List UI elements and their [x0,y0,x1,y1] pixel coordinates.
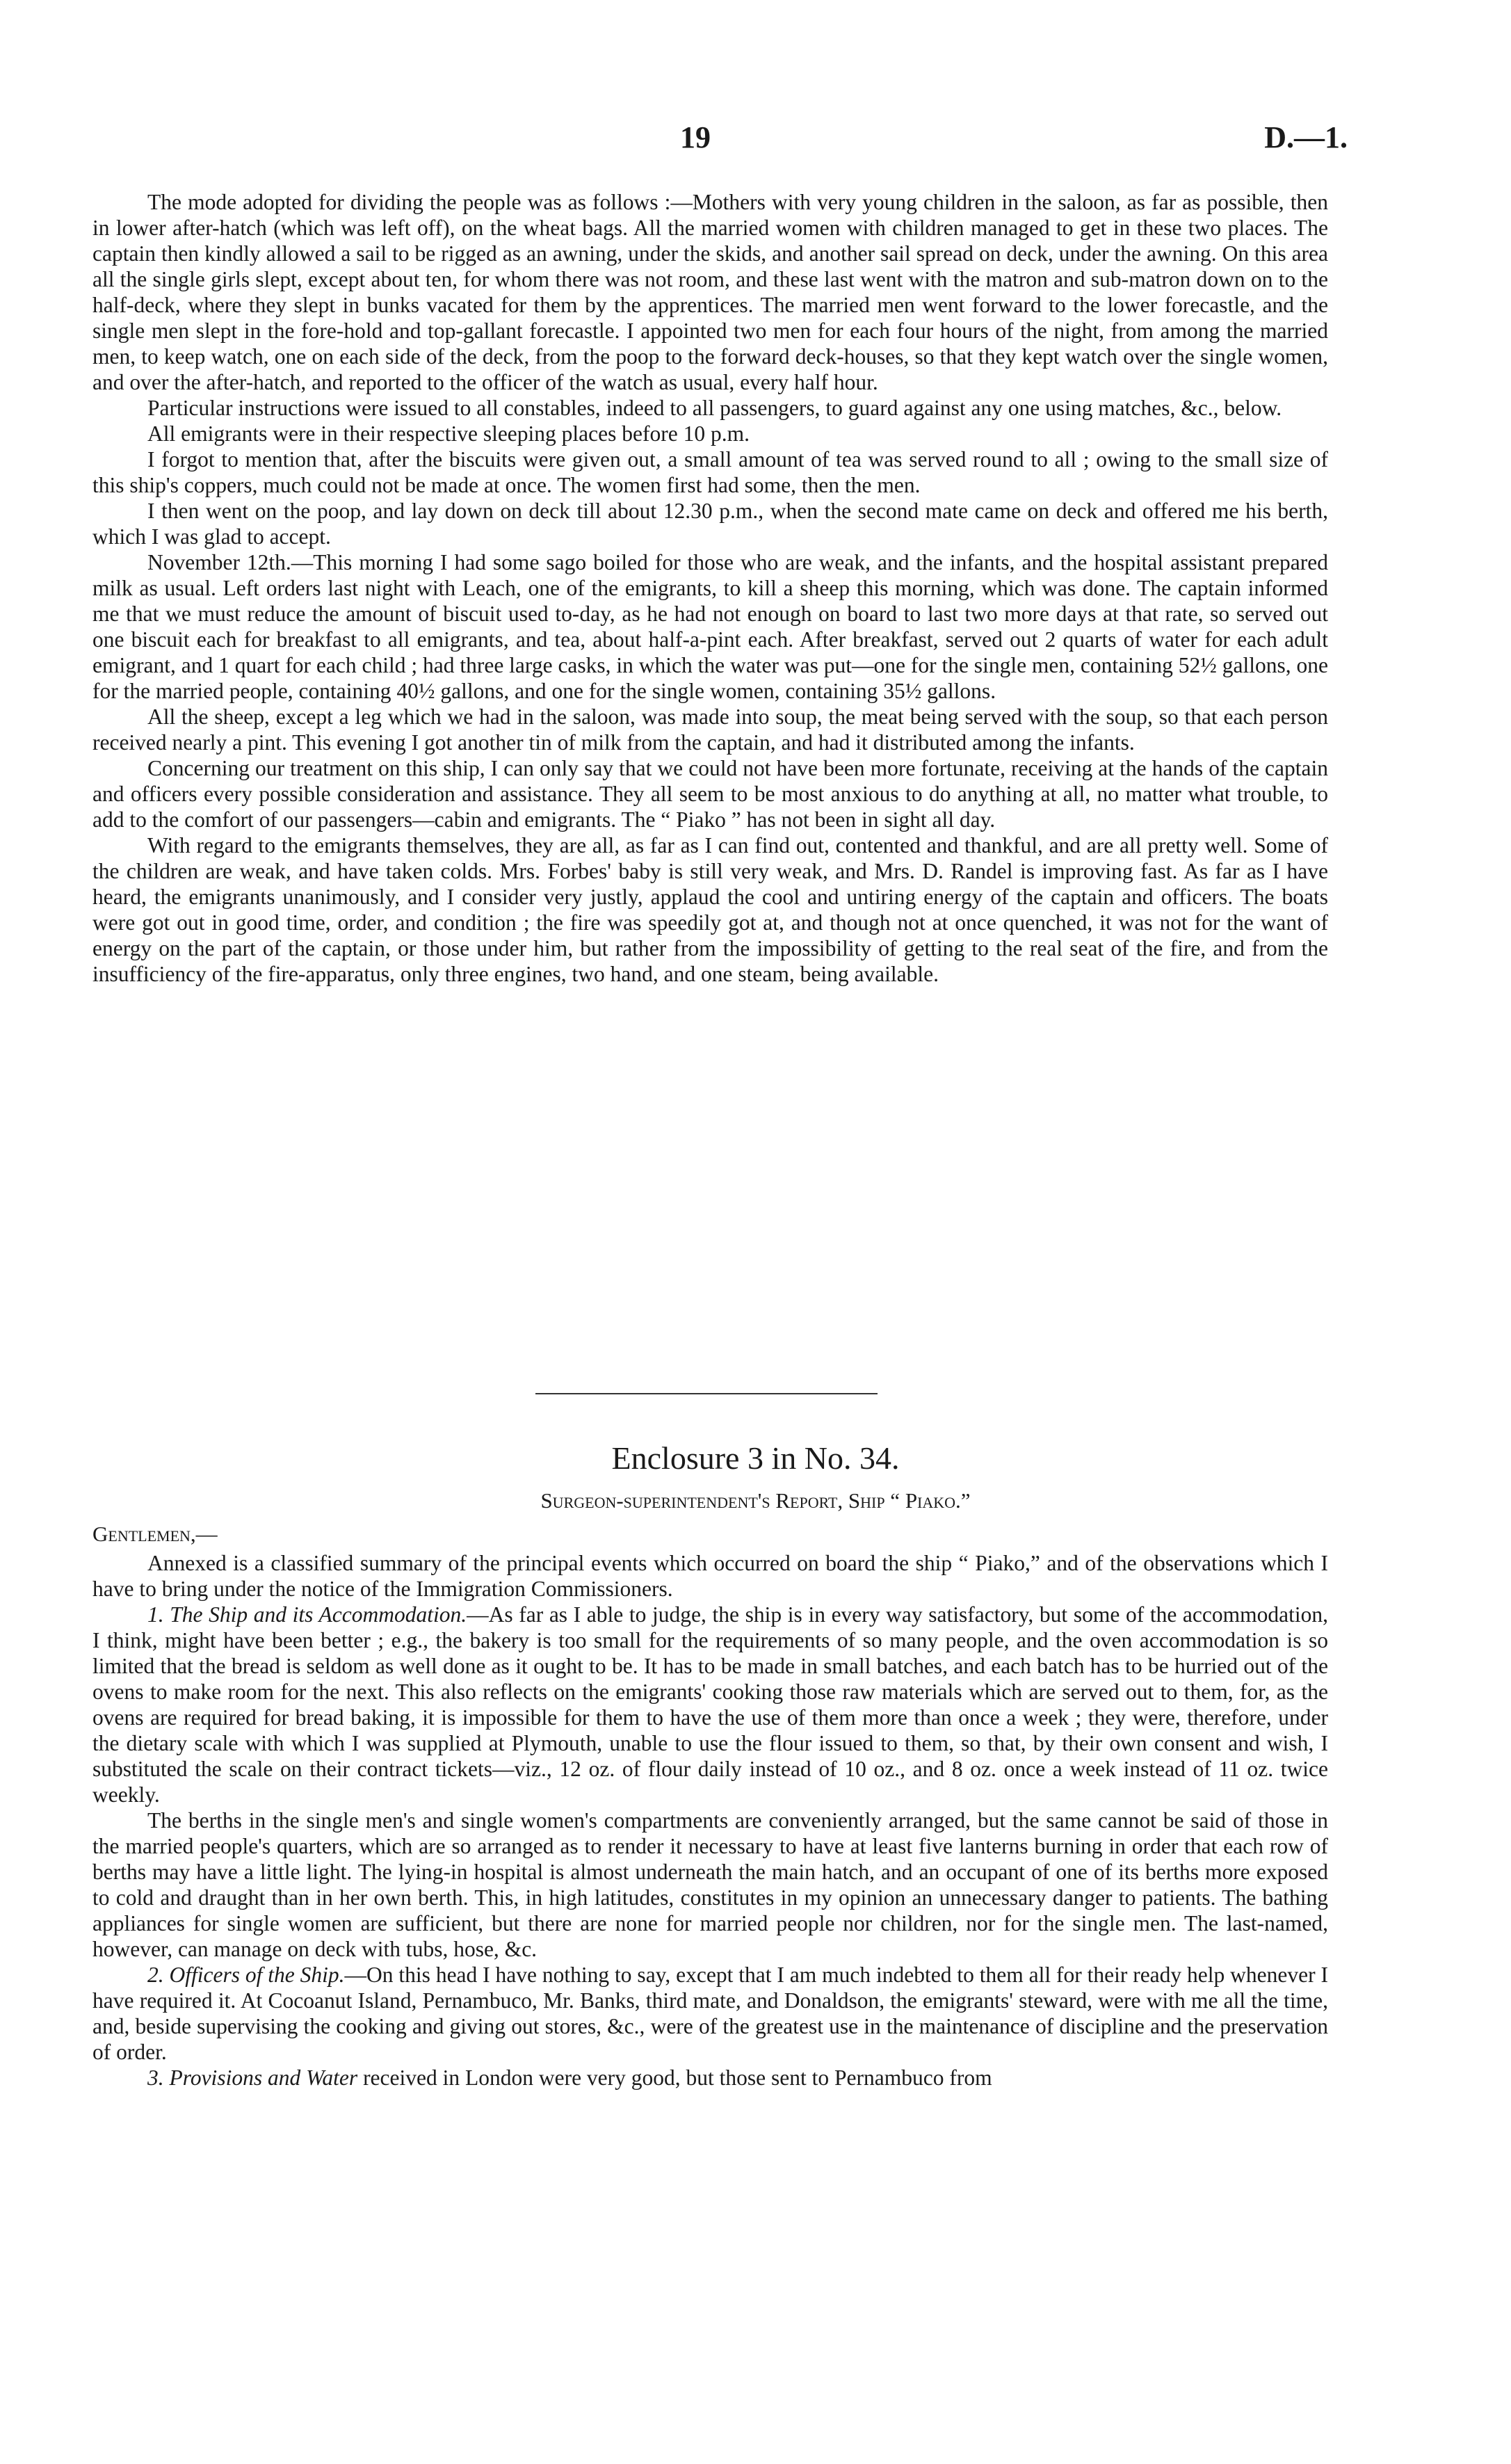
heading-officers: 2. Officers of the Ship. [147,1963,345,1987]
page-number: 19 [680,120,711,154]
section-divider [535,1393,878,1394]
paragraph-sheep-soup: All the sheep, except a leg which we had in the saloon, was made into soup, the meat being served with the soup, so that each person received nearly a pint. This evening I got another tin of milk from the captain, and had it distributed among the infants. [92,704,1328,755]
paragraph-treatment: Concerning our treatment on this ship, I can only say that we could not have been more fortunate, receiving at the hands of the captain and officers every possible consideration and assistance. They all seem to be most anxious to do anything at all, no matter what trouble, to add to the comfort of our passengers—cabin and emigrants. The “ Piako ” has not been in sight all day. [92,756,1328,832]
paragraph-accommodation [92,1602,1328,1807]
document-reference: D.—1. [1264,120,1348,154]
paragraph-sleeping-places: All emigrants were in their respective sleeping places before 10 p.m. [147,421,750,446]
text-provisions: received in London were very good, but those sent to Pernambuco from [357,2066,992,2090]
report-subheading: Surgeon-superintendent's Report, Ship “ Piako.” [540,1488,971,1513]
paragraph-provisions [92,2065,1328,2091]
salutation: Gentlemen,— [92,1522,218,1546]
paragraph-officers [92,1962,1328,2065]
surgeon-report-body [92,1550,1328,2091]
paragraph-poop: I then went on the poop, and lay down on deck till about 12.30 p.m., when the second mate came on deck and offered me his berth, which I was glad to accept. [92,499,1328,549]
paragraph-november-12: November 12th.—This morning I had some sago boiled for those who are weak, and the infants, and the hospital assistant prepared milk as usual. Left orders last night with Leach, one of the emigrants, to kill a sheep this morning, which was done. The captain informed me that we must reduce the amount of biscuit used to-day, as he had not enough on board to last two more days at that rate, so served out one biscuit each for breakfast to all emigrants, and tea, about half-a-pint each. After breakfast, served out 2 quarts of water for each adult emigrant, and 1 quart for each child ; had three large casks, in which the water was put—one for the single men, containing 52½ gallons, one for the married people, containing 40½ gallons, and one for the single women, containing 35½ gallons. [92,550,1328,703]
letter-continuation [92,189,1328,987]
paragraph-emigrants-regard: With regard to the emigrants themselves, they are all, as far as I can find out, contented and thankful, and are all pretty well. Some of the children are weak, and have taken colds. Mrs. Forbes' baby is still very weak, and Mrs. D. Randel is improving fast. As far as I have heard, the emigrants unanimously, and I consider very justly, applaud the cool and untiring energy of the captain and officers. The boats were got out in good time, order, and condition ; the fire was speedily got at, and though not at once quenched, it was not for the want of energy on the part of the captain, or those under him, but rather from the impossibility of getting to the real seat of the fire, and from the insufficiency of the fire-apparatus, only three engines, two hand, and one steam, being available. [92,833,1328,986]
paragraph-instructions: Particular instructions were issued to all constables, indeed to all passengers, to guard against any one using matches, &c., below. [147,396,1282,420]
paragraph-tea: I forgot to mention that, after the biscuits were given out, a small amount of tea was served round to all ; owing to the small size of this ship's coppers, much could not be made at once. The women first had some, then the men. [92,447,1328,497]
enclosure-heading: Enclosure 3 in No. 34. [611,1440,900,1476]
page-header [0,120,1511,161]
text-officers: —On this head I have nothing to say, except that I am much indebted to them all for their ready help whenever I have required it. At Cocoanut Island, Pernambuco, Mr. Banks, third mate, and Donaldson, the emigrants' steward, were with me all the time, and, beside supervising the cooking and giving out stores, &c., were of the greatest use in the maintenance of discipline and the preservation of order. [92,1963,1328,2064]
text-accommodation: —As far as I able to judge, the ship is in every way satisfactory, but some of the accommodation, I think, might have been better ; e.g., the bakery is too small for the requirements of so many people, and the oven accommodation is so limited that the bread is seldom as well done as it ought to be. It has to be made in small batches, and each batch has to be hurried out of the ovens to make room for the next. This also reflects on the emigrants' cooking those raw materials which are served out to them, for, as the ovens are required for bread baking, it is impossible for them to have the use of them more than once a week ; they were, therefore, under the dietary scale with which I was supplied at Plymouth, unable to use the flour issued to them, so that, by their own consent and wish, I substituted the scale on their contract tickets—viz., 12 oz. of flour daily instead of 10 oz., and 8 oz. once a week instead of 11 oz. twice weekly. [92,1602,1328,1807]
paragraph-berths: The berths in the single men's and single women's compartments are conveniently arranged, but the same cannot be said of those in the married people's quarters, which are so arranged as to render it necessary to have at least five lanterns burning in order that each row of berths may have a little light. The lying-in hospital is almost underneath the main hatch, and an occupant of one of its berths more exposed to cold and draught than in her own berth. This, in high latitudes, constitutes in my opinion an unnecessary danger to patients. The bathing appliances for single women are sufficient, but there are none for married people nor children, nor for the single men. The last-named, however, can manage on deck with tubs, hose, &c. [92,1808,1328,1961]
paragraph-intro: Annexed is a classified summary of the principal events which occurred on board the ship “ Piako,” and of the observations which I have to bring under the notice of the Immigration Commissioners. [92,1551,1328,1601]
heading-accommodation: 1. The Ship and its Accommodation. [147,1602,467,1627]
heading-provisions: 3. Provisions and Water [147,2066,358,2090]
paragraph-dividing-people: The mode adopted for dividing the people was as follows :—Mothers with very young children in the saloon, as far as possible, then in lower after-hatch (which was left off), on the wheat bags. All the married women with children managed to get in these two places. The captain then kindly allowed a sail to be rigged as an awning, under the skids, and another sail spread on deck, under the awning. On this area all the single girls slept, except about ten, for whom there was not room, and these last went with the matron and sub-matron down on to the half-deck, where they slept in bunks vacated for them by the apprentices. The married men went forward to the lower forecastle, and the single men slept in the fore-hold and top-gallant forecastle. I appointed two men for each four hours of the night, from among the married men, to keep watch, one on each side of the deck, from the poop to the forward deck-houses, so that they kept watch over the single women, and over the after-hatch, and reported to the officer of the watch as usual, every half hour. [92,190,1328,394]
